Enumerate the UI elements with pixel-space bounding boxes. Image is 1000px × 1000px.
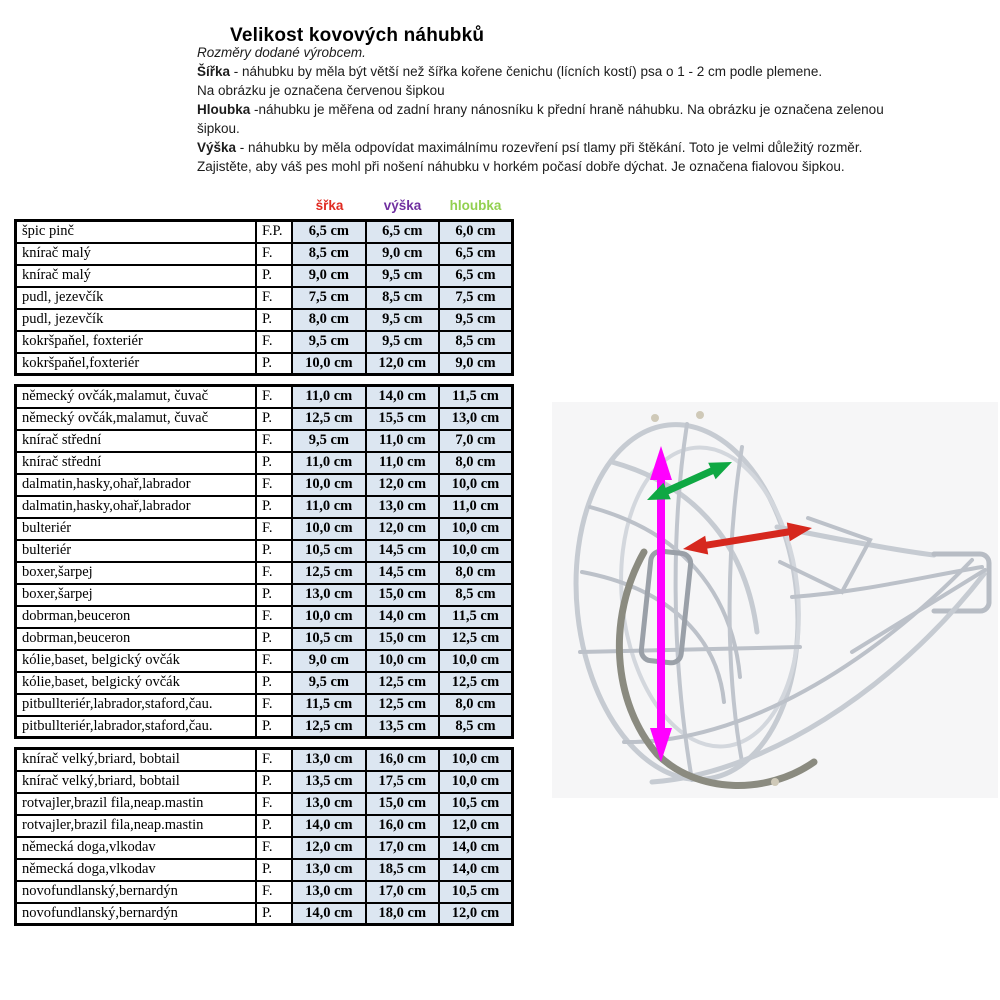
column-headers bbox=[293, 198, 512, 213]
cell-vyska: 18,0 cm bbox=[366, 903, 439, 925]
cell-vyska: 12,0 cm bbox=[366, 474, 439, 496]
table-row bbox=[16, 265, 513, 287]
intro-note: Rozměry dodané výrobcem. bbox=[197, 45, 366, 60]
cell-breed: bulteriér bbox=[16, 540, 256, 562]
cell-sirka: 8,0 cm bbox=[292, 309, 365, 331]
intro-text bbox=[197, 43, 894, 176]
cell-sirka: 14,0 cm bbox=[292, 815, 365, 837]
cell-hloubka: 6,5 cm bbox=[439, 243, 512, 265]
cell-vyska: 12,0 cm bbox=[366, 518, 439, 540]
cell-hloubka: 7,0 cm bbox=[439, 430, 512, 452]
table-row bbox=[16, 771, 513, 793]
cell-breed: pitbullteriér,labrador,staford,čau. bbox=[16, 694, 256, 716]
cell-hloubka: 14,0 cm bbox=[439, 837, 512, 859]
cell-vyska: 9,5 cm bbox=[366, 331, 439, 353]
cell-hloubka: 8,0 cm bbox=[439, 562, 512, 584]
cell-hloubka: 12,5 cm bbox=[439, 628, 512, 650]
cell-breed: německá doga,vlkodav bbox=[16, 859, 256, 881]
cell-breed: dobrman,beuceron bbox=[16, 628, 256, 650]
table-row bbox=[16, 386, 513, 408]
cell-hloubka: 6,5 cm bbox=[439, 265, 512, 287]
cell-vyska: 16,0 cm bbox=[366, 749, 439, 771]
cell-type: F. bbox=[256, 837, 292, 859]
table-row bbox=[16, 650, 513, 672]
cell-breed: boxer,šarpej bbox=[16, 584, 256, 606]
cell-hloubka: 10,0 cm bbox=[439, 540, 512, 562]
table-row bbox=[16, 716, 513, 738]
cell-type: P. bbox=[256, 859, 292, 881]
cell-hloubka: 11,0 cm bbox=[439, 496, 512, 518]
intro-hloubka bbox=[197, 100, 894, 138]
cell-type: P. bbox=[256, 903, 292, 925]
cell-vyska: 13,0 cm bbox=[366, 496, 439, 518]
cell-type: P. bbox=[256, 408, 292, 430]
cell-type: P. bbox=[256, 815, 292, 837]
cell-breed: špic pinč bbox=[16, 221, 256, 243]
cell-sirka: 11,0 cm bbox=[292, 386, 365, 408]
cell-breed: rotvajler,brazil fila,neap.mastin bbox=[16, 815, 256, 837]
cell-sirka: 10,0 cm bbox=[292, 474, 365, 496]
cell-type: P. bbox=[256, 353, 292, 375]
cell-hloubka: 10,0 cm bbox=[439, 771, 512, 793]
cell-vyska: 6,5 cm bbox=[366, 221, 439, 243]
cell-breed: dobrman,beuceron bbox=[16, 606, 256, 628]
cell-sirka: 6,5 cm bbox=[292, 221, 365, 243]
cell-hloubka: 8,5 cm bbox=[439, 584, 512, 606]
cell-vyska: 12,5 cm bbox=[366, 672, 439, 694]
table-row bbox=[16, 287, 513, 309]
cell-sirka: 9,0 cm bbox=[292, 650, 365, 672]
cell-vyska: 9,5 cm bbox=[366, 309, 439, 331]
cell-vyska: 15,0 cm bbox=[366, 628, 439, 650]
muzzle-figure bbox=[552, 402, 998, 798]
cell-hloubka: 12,0 cm bbox=[439, 815, 512, 837]
cell-vyska: 15,0 cm bbox=[366, 793, 439, 815]
cell-type: F. bbox=[256, 562, 292, 584]
cell-breed: novofundlanský,bernardýn bbox=[16, 881, 256, 903]
cell-breed: boxer,šarpej bbox=[16, 562, 256, 584]
cell-breed: kokršpaňel,foxteriér bbox=[16, 353, 256, 375]
table-row bbox=[16, 309, 513, 331]
cell-type: F. bbox=[256, 430, 292, 452]
intro-sirka-lead: Šířka bbox=[197, 64, 231, 79]
cell-breed: kólie,baset, belgický ovčák bbox=[16, 672, 256, 694]
cell-type: F. bbox=[256, 694, 292, 716]
cell-sirka: 9,5 cm bbox=[292, 331, 365, 353]
cell-type: F. bbox=[256, 331, 292, 353]
intro-hloubka-text: -náhubku je měřena od zadní hrany nánosníku k přední hraně náhubku. Na obrázku je označena zelenou šipkou. bbox=[197, 102, 884, 136]
table-row bbox=[16, 793, 513, 815]
table-row bbox=[16, 474, 513, 496]
cell-vyska: 11,0 cm bbox=[366, 430, 439, 452]
column-header-vyska: výška bbox=[383, 198, 422, 213]
cell-vyska: 18,5 cm bbox=[366, 859, 439, 881]
intro-sirka-text: - náhubku by měla být větší než šířka kořene čenichu (lícních kostí) psa o 1 - 2 cm podle plemene. bbox=[230, 64, 823, 79]
cell-sirka: 12,5 cm bbox=[292, 716, 365, 738]
cell-type: P. bbox=[256, 584, 292, 606]
size-table-group-small bbox=[14, 219, 514, 376]
cell-type: P. bbox=[256, 672, 292, 694]
cell-breed: knírač malý bbox=[16, 265, 256, 287]
cell-breed: rotvajler,brazil fila,neap.mastin bbox=[16, 793, 256, 815]
cell-breed: kokršpaňel, foxteriér bbox=[16, 331, 256, 353]
table-row bbox=[16, 694, 513, 716]
cell-hloubka: 8,0 cm bbox=[439, 452, 512, 474]
table-row bbox=[16, 749, 513, 771]
size-tables bbox=[14, 219, 515, 934]
cell-sirka: 9,5 cm bbox=[292, 672, 365, 694]
cell-type: F.P. bbox=[256, 221, 292, 243]
column-header-hloubka: hloubka bbox=[449, 198, 502, 213]
cell-vyska: 17,0 cm bbox=[366, 837, 439, 859]
size-table-group-medium bbox=[14, 384, 514, 739]
cell-hloubka: 8,5 cm bbox=[439, 716, 512, 738]
table-row bbox=[16, 584, 513, 606]
cell-type: P. bbox=[256, 716, 292, 738]
cell-hloubka: 10,0 cm bbox=[439, 474, 512, 496]
cell-type: P. bbox=[256, 265, 292, 287]
cell-breed: knírač velký,briard, bobtail bbox=[16, 749, 256, 771]
table-row bbox=[16, 331, 513, 353]
intro-sirka-line2: Na obrázku je označena červenou šipkou bbox=[197, 83, 445, 98]
table-row bbox=[16, 353, 513, 375]
cell-type: P. bbox=[256, 496, 292, 518]
table-row bbox=[16, 518, 513, 540]
cell-vyska: 13,5 cm bbox=[366, 716, 439, 738]
cell-sirka: 13,0 cm bbox=[292, 584, 365, 606]
cell-breed: knírač střední bbox=[16, 430, 256, 452]
cell-sirka: 10,5 cm bbox=[292, 628, 365, 650]
cell-sirka: 13,0 cm bbox=[292, 793, 365, 815]
cell-type: F. bbox=[256, 606, 292, 628]
cell-sirka: 12,0 cm bbox=[292, 837, 365, 859]
table-row bbox=[16, 430, 513, 452]
cell-breed: pudl, jezevčík bbox=[16, 309, 256, 331]
cell-sirka: 11,0 cm bbox=[292, 496, 365, 518]
cell-hloubka: 11,5 cm bbox=[439, 386, 512, 408]
table-row bbox=[16, 243, 513, 265]
cell-vyska: 11,0 cm bbox=[366, 452, 439, 474]
cell-sirka: 13,5 cm bbox=[292, 771, 365, 793]
table-row bbox=[16, 540, 513, 562]
cell-hloubka: 10,0 cm bbox=[439, 650, 512, 672]
table-row bbox=[16, 837, 513, 859]
cell-vyska: 17,5 cm bbox=[366, 771, 439, 793]
cell-breed: pitbullteriér,labrador,staford,čau. bbox=[16, 716, 256, 738]
cell-vyska: 14,0 cm bbox=[366, 386, 439, 408]
intro-vyska bbox=[197, 138, 894, 176]
cell-hloubka: 14,0 cm bbox=[439, 859, 512, 881]
table-row bbox=[16, 859, 513, 881]
cell-hloubka: 10,0 cm bbox=[439, 518, 512, 540]
cell-hloubka: 13,0 cm bbox=[439, 408, 512, 430]
cell-breed: německý ovčák,malamut, čuvač bbox=[16, 386, 256, 408]
cell-breed: dalmatin,hasky,ohař,labrador bbox=[16, 474, 256, 496]
table-row bbox=[16, 881, 513, 903]
cell-type: F. bbox=[256, 518, 292, 540]
cell-vyska: 14,5 cm bbox=[366, 540, 439, 562]
cell-breed: knírač malý bbox=[16, 243, 256, 265]
page-title: Velikost kovových náhubků bbox=[230, 24, 485, 46]
cell-type: P. bbox=[256, 771, 292, 793]
cell-sirka: 11,0 cm bbox=[292, 452, 365, 474]
table-row bbox=[16, 815, 513, 837]
cell-breed: německá doga,vlkodav bbox=[16, 837, 256, 859]
cell-sirka: 13,0 cm bbox=[292, 881, 365, 903]
table-row bbox=[16, 562, 513, 584]
cell-hloubka: 11,5 cm bbox=[439, 606, 512, 628]
cell-vyska: 14,0 cm bbox=[366, 606, 439, 628]
cell-hloubka: 6,0 cm bbox=[439, 221, 512, 243]
cell-breed: novofundlanský,bernardýn bbox=[16, 903, 256, 925]
cell-type: P. bbox=[256, 540, 292, 562]
cell-sirka: 8,5 cm bbox=[292, 243, 365, 265]
cell-type: F. bbox=[256, 793, 292, 815]
table-row bbox=[16, 221, 513, 243]
cell-hloubka: 12,0 cm bbox=[439, 903, 512, 925]
cell-type: F. bbox=[256, 386, 292, 408]
cell-vyska: 9,0 cm bbox=[366, 243, 439, 265]
cell-breed: knírač střední bbox=[16, 452, 256, 474]
cell-type: F. bbox=[256, 243, 292, 265]
cell-hloubka: 8,5 cm bbox=[439, 331, 512, 353]
cell-vyska: 15,0 cm bbox=[366, 584, 439, 606]
table-row bbox=[16, 496, 513, 518]
cell-sirka: 10,0 cm bbox=[292, 606, 365, 628]
cell-breed: dalmatin,hasky,ohař,labrador bbox=[16, 496, 256, 518]
cell-sirka: 13,0 cm bbox=[292, 859, 365, 881]
cell-vyska: 16,0 cm bbox=[366, 815, 439, 837]
table-row bbox=[16, 408, 513, 430]
cell-vyska: 12,5 cm bbox=[366, 694, 439, 716]
intro-vyska-text: - náhubku by měla odpovídat maximálnímu rozevření psí tlamy při štěkání. Toto je velmi důležitý rozměr. Zajistěte, aby váš pes mohl při nošení náhubku v horkém počasí dobře dýchat. Je označena fialovou šipkou. bbox=[197, 140, 863, 174]
cell-hloubka: 7,5 cm bbox=[439, 287, 512, 309]
cell-type: P. bbox=[256, 309, 292, 331]
table-row bbox=[16, 628, 513, 650]
cell-breed: knírač velký,briard, bobtail bbox=[16, 771, 256, 793]
cell-sirka: 12,5 cm bbox=[292, 562, 365, 584]
cell-hloubka: 9,0 cm bbox=[439, 353, 512, 375]
cell-sirka: 7,5 cm bbox=[292, 287, 365, 309]
width-arrow-red bbox=[683, 523, 812, 555]
cell-hloubka: 10,5 cm bbox=[439, 793, 512, 815]
intro-vyska-lead: Výška bbox=[197, 140, 237, 155]
table-row bbox=[16, 672, 513, 694]
intro-hloubka-lead: Hloubka bbox=[197, 102, 251, 117]
cell-type: F. bbox=[256, 749, 292, 771]
cell-hloubka: 10,0 cm bbox=[439, 749, 512, 771]
cell-breed: bulteriér bbox=[16, 518, 256, 540]
cell-vyska: 17,0 cm bbox=[366, 881, 439, 903]
cell-sirka: 10,5 cm bbox=[292, 540, 365, 562]
cell-type: F. bbox=[256, 474, 292, 496]
cell-sirka: 12,5 cm bbox=[292, 408, 365, 430]
cell-vyska: 12,0 cm bbox=[366, 353, 439, 375]
cell-sirka: 9,0 cm bbox=[292, 265, 365, 287]
cell-type: P. bbox=[256, 628, 292, 650]
cell-vyska: 9,5 cm bbox=[366, 265, 439, 287]
cell-breed: pudl, jezevčík bbox=[16, 287, 256, 309]
cell-breed: německý ovčák,malamut, čuvač bbox=[16, 408, 256, 430]
column-header-sirka: šřka bbox=[315, 198, 344, 213]
cell-sirka: 10,0 cm bbox=[292, 518, 365, 540]
cell-type: P. bbox=[256, 452, 292, 474]
cell-vyska: 8,5 cm bbox=[366, 287, 439, 309]
cell-sirka: 11,5 cm bbox=[292, 694, 365, 716]
cell-sirka: 9,5 cm bbox=[292, 430, 365, 452]
cell-vyska: 14,5 cm bbox=[366, 562, 439, 584]
cell-sirka: 14,0 cm bbox=[292, 903, 365, 925]
cell-type: F. bbox=[256, 881, 292, 903]
cell-vyska: 15,5 cm bbox=[366, 408, 439, 430]
cell-type: F. bbox=[256, 287, 292, 309]
size-table-group-large bbox=[14, 747, 514, 926]
cell-type: F. bbox=[256, 650, 292, 672]
cell-hloubka: 12,5 cm bbox=[439, 672, 512, 694]
intro-sirka bbox=[197, 62, 894, 81]
cell-breed: kólie,baset, belgický ovčák bbox=[16, 650, 256, 672]
cell-hloubka: 10,5 cm bbox=[439, 881, 512, 903]
cell-hloubka: 9,5 cm bbox=[439, 309, 512, 331]
table-row bbox=[16, 452, 513, 474]
wire-cage bbox=[559, 411, 989, 791]
cell-hloubka: 8,0 cm bbox=[439, 694, 512, 716]
cell-sirka: 13,0 cm bbox=[292, 749, 365, 771]
table-row bbox=[16, 903, 513, 925]
cell-sirka: 10,0 cm bbox=[292, 353, 365, 375]
cell-vyska: 10,0 cm bbox=[366, 650, 439, 672]
table-row bbox=[16, 606, 513, 628]
